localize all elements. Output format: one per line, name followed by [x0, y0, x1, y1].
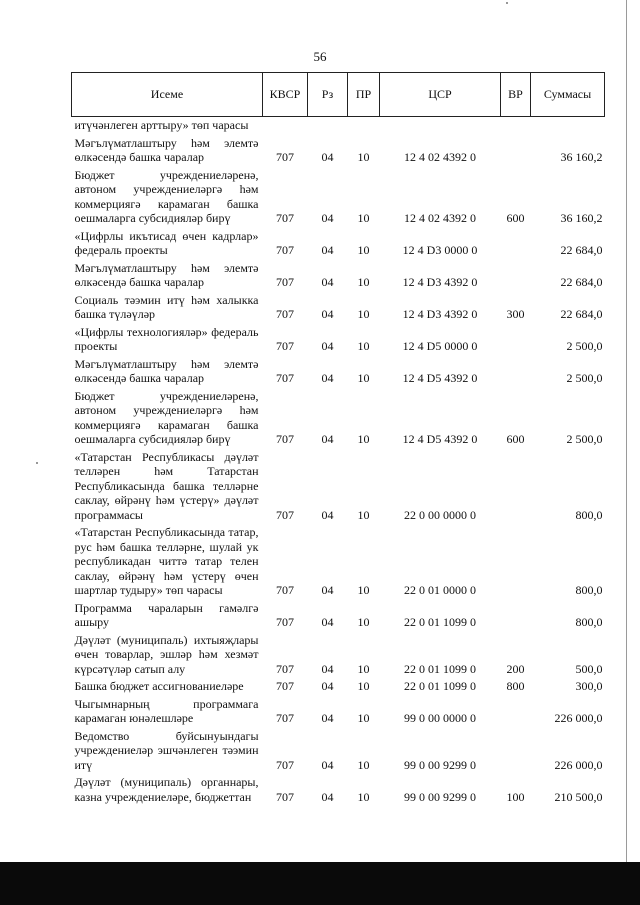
cell-sum: 500,0	[575, 661, 603, 676]
cell-csr: 99 0 00 9299 0	[404, 789, 476, 804]
cell-rz: 04	[321, 432, 334, 446]
cell-rz: 04	[321, 661, 334, 676]
table-row	[72, 774, 605, 806]
cell-rz: 04	[321, 275, 334, 289]
cell-vr	[501, 449, 531, 525]
cell-csr: 12 4 D5 4392 0	[402, 371, 478, 385]
cell-csr: 12 4 D3 4392 0	[402, 307, 478, 321]
cell-vr	[501, 728, 531, 775]
cell-rz: 04	[321, 583, 334, 597]
cell-vr	[501, 356, 531, 388]
cell-sum: 22 684,0	[560, 275, 603, 289]
cell-name: Ведомство буйсынуындагы учреждениеләр эшчәнлеген тәэмин итү	[74, 728, 259, 772]
cell-kvsr: 707	[276, 661, 294, 676]
carryover-row	[72, 117, 605, 135]
cell-rz: 04	[321, 307, 334, 321]
cell-name: Чыгымнарның программага карамаган юнәлешләре	[74, 696, 259, 725]
cell-pr: 10	[357, 789, 370, 804]
cell-rz: 04	[321, 679, 334, 693]
cell-pr: 10	[357, 507, 370, 522]
scan-edge-line	[626, 0, 627, 905]
cell-name: «Татарстан Республикасында татар, рус һәм башка телләрне, шулай ук республикадан читтә татар телен саклау, өйрәнү һәм үстерү өчен шартлар тудыру» төп чарасы	[74, 525, 259, 597]
cell-rz: 04	[321, 757, 334, 772]
cell-csr: 12 4 D3 4392 0	[402, 275, 478, 289]
cell-name: Башка бюджет ассигнованиеләре	[74, 679, 244, 693]
table-row	[72, 524, 605, 600]
cell-kvsr: 707	[276, 275, 294, 289]
cell-pr: 10	[357, 150, 370, 164]
cell-kvsr: 707	[276, 339, 294, 353]
table-row	[72, 135, 605, 167]
cell-rz: 04	[321, 371, 334, 385]
table-row	[72, 632, 605, 679]
cell-vr	[501, 260, 531, 292]
cell-name: Бюджет учреждениеләренә, автоном учреждениеләргә һәм коммерциягә карамаган башка оешмаларга субсидияләр бирү	[74, 388, 259, 446]
table-row	[72, 228, 605, 260]
cell-csr: 22 0 01 1099 0	[404, 615, 476, 629]
scan-bottom-border	[0, 862, 640, 905]
cell-kvsr: 707	[276, 679, 294, 693]
table-header	[72, 73, 605, 117]
cell-vr	[501, 524, 531, 600]
cell-name: Программа чараларын гамәлгә ашыру	[74, 600, 259, 629]
cell-rz: 04	[321, 711, 334, 725]
cell-vr	[501, 228, 531, 260]
cell-csr: 22 0 01 1099 0	[404, 661, 476, 676]
cell-name: Дәүләт (муниципаль) органнары, казна учреждениеләре, бюджеттан	[74, 775, 259, 804]
cell-kvsr: 707	[276, 243, 294, 257]
cell-kvsr: 707	[276, 757, 294, 772]
cell-vr: 200	[506, 661, 525, 676]
table-row	[72, 260, 605, 292]
cell-vr	[501, 135, 531, 167]
cell-pr: 10	[357, 307, 370, 321]
cell-pr: 10	[357, 615, 370, 629]
cell-pr: 10	[357, 339, 370, 353]
cell-name: Мәгълүматлаштыру һәм элемтә өлкәсендә башка чаралар	[74, 260, 259, 289]
table-row	[72, 449, 605, 525]
table-row	[72, 324, 605, 356]
cell-csr: 22 0 01 0000 0	[404, 583, 476, 597]
cell-csr: 22 0 01 1099 0	[404, 679, 476, 693]
cell-pr: 10	[357, 275, 370, 289]
cell-name: Социаль тәэмин итү һәм халыкка башка түләүләр	[74, 292, 259, 321]
header-vr: ВР	[501, 73, 531, 117]
cell-sum: 226 000,0	[554, 757, 603, 772]
cell-rz: 04	[321, 615, 334, 629]
cell-pr: 10	[357, 432, 370, 446]
cell-vr	[501, 324, 531, 356]
cell-sum: 36 160,2	[560, 211, 603, 225]
cell-sum: 800,0	[575, 507, 603, 522]
cell-rz: 04	[321, 507, 334, 522]
cell-kvsr: 707	[276, 307, 294, 321]
cell-sum: 300,0	[575, 679, 603, 693]
cell-sum: 226 000,0	[554, 711, 603, 725]
cell-pr: 10	[357, 243, 370, 257]
cell-csr: 12 4 D5 0000 0	[402, 339, 478, 353]
table-row	[72, 696, 605, 728]
cell-sum: 800,0	[575, 615, 603, 629]
cell-kvsr: 707	[276, 371, 294, 385]
cell-kvsr: 707	[276, 432, 294, 446]
cell-kvsr: 707	[276, 211, 294, 225]
cell-vr: 800	[506, 679, 525, 693]
cell-kvsr: 707	[276, 615, 294, 629]
cell-csr: 99 0 00 0000 0	[404, 711, 476, 725]
cell-pr: 10	[357, 211, 370, 225]
cell-vr: 600	[506, 432, 525, 446]
cell-csr: 12 4 D3 0000 0	[402, 243, 478, 257]
cell-name: «Цифрлы икътисад өчен кадрлар» федераль проекты	[74, 228, 259, 257]
cell-csr: 12 4 D5 4392 0	[402, 432, 478, 446]
cell-pr: 10	[357, 661, 370, 676]
cell-vr	[501, 600, 531, 632]
cell-name: Мәгълүматлаштыру һәм элемтә өлкәсендә башка чаралар	[74, 356, 259, 385]
page-number: 56	[313, 49, 327, 64]
table-row	[72, 600, 605, 632]
cell-vr: 600	[506, 211, 525, 225]
cell-rz: 04	[321, 789, 334, 804]
cell-csr: 12 4 02 4392 0	[404, 211, 476, 225]
header-kvsr: КВСР	[263, 73, 308, 117]
cell-sum: 800,0	[575, 583, 603, 597]
cell-name: «Цифрлы технологияләр» федераль проекты	[74, 324, 259, 353]
cell-rz: 04	[321, 211, 334, 225]
header-name: Исеме	[72, 73, 263, 117]
header-csr: ЦСР	[380, 73, 501, 117]
cell-name: Дәүләт (муниципаль) ихтыяҗлары өчен товарлар, эшләр һәм хезмәт күрсәтүләр сатып алу	[74, 632, 259, 676]
table-row	[72, 388, 605, 449]
carryover-text: итүчәнлеген арттыру» төп чарасы	[74, 118, 249, 132]
table-row	[72, 678, 605, 696]
cell-sum: 210 500,0	[554, 789, 603, 804]
scan-speck	[36, 462, 38, 464]
cell-name: Бюджет учреждениеләренә, автоном учреждениеләргә һәм коммерциягә карамаган башка оешмаларга субсидияләр бирү	[74, 167, 259, 225]
header-pr: ПР	[348, 73, 380, 117]
cell-rz: 04	[321, 243, 334, 257]
cell-sum: 2 500,0	[566, 371, 603, 385]
table-row	[72, 728, 605, 775]
cell-rz: 04	[321, 150, 334, 164]
cell-rz: 04	[321, 339, 334, 353]
cell-kvsr: 707	[276, 583, 294, 597]
header-sum: Суммасы	[531, 73, 605, 117]
cell-sum: 22 684,0	[560, 307, 603, 321]
cell-kvsr: 707	[276, 711, 294, 725]
cell-pr: 10	[357, 679, 370, 693]
cell-pr: 10	[357, 757, 370, 772]
cell-vr: 300	[506, 307, 525, 321]
cell-name: «Татарстан Республикасы дәүләт телләрен һәм Татарстан Республикасында башка телләрне саклау, өйрәнү һәм үстерү» дәүләт программасы	[74, 449, 259, 522]
cell-vr	[501, 696, 531, 728]
cell-sum: 2 500,0	[566, 339, 603, 353]
cell-sum: 22 684,0	[560, 243, 603, 257]
budget-table	[71, 72, 605, 806]
table-row	[72, 292, 605, 324]
cell-csr: 22 0 00 0000 0	[404, 507, 476, 522]
cell-pr: 10	[357, 583, 370, 597]
scan-speck	[506, 2, 508, 4]
cell-vr: 100	[506, 789, 525, 804]
cell-csr: 99 0 00 9299 0	[404, 757, 476, 772]
table-row	[72, 356, 605, 388]
cell-name: Мәгълүматлаштыру һәм элемтә өлкәсендә башка чаралар	[74, 135, 259, 164]
table-row	[72, 167, 605, 228]
table-body	[72, 117, 605, 807]
cell-sum: 2 500,0	[566, 432, 603, 446]
cell-pr: 10	[357, 711, 370, 725]
cell-kvsr: 707	[276, 789, 294, 804]
cell-kvsr: 707	[276, 507, 294, 522]
cell-kvsr: 707	[276, 150, 294, 164]
cell-csr: 12 4 02 4392 0	[404, 150, 476, 164]
cell-pr: 10	[357, 371, 370, 385]
cell-sum: 36 160,2	[560, 150, 603, 164]
header-rz: Рз	[308, 73, 348, 117]
